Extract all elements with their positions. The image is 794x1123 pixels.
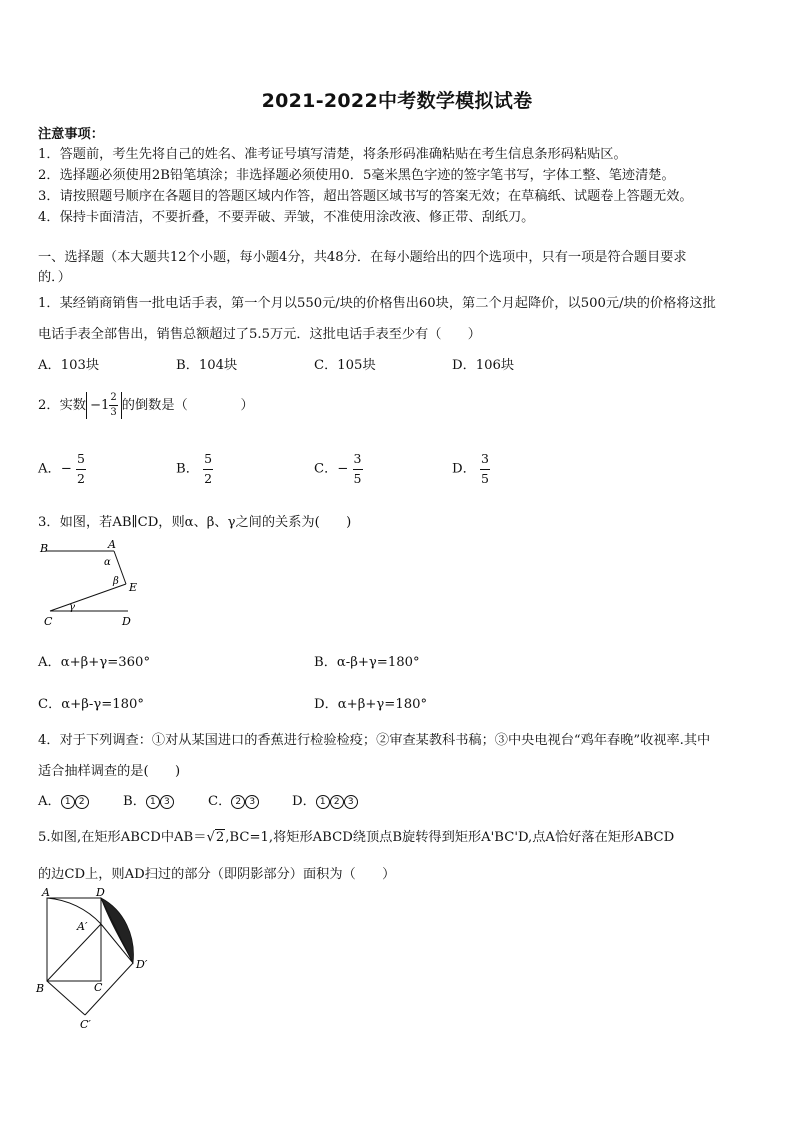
label-a: A: [42, 886, 50, 899]
q2-abs-value: −1 $\frac{2}{3}$: [86, 392, 122, 419]
label-dprime: D′: [136, 958, 148, 971]
section-heading-cont: 的．）: [38, 270, 71, 285]
q4-option-b: B． 1 3: [123, 790, 174, 809]
sqrt-expression: √2: [206, 830, 225, 845]
line-dprime-cprime: [85, 963, 133, 1015]
q2-option-d: D． $\frac{3}{5}$: [452, 451, 489, 486]
notice-item: 1．答题前，考生先将自己的姓名、准考证号填写清楚，将条形码准确粘贴在考生信息条形码粘贴区。: [38, 147, 627, 162]
q3-option-b: B．α-β+γ=180°: [314, 655, 420, 670]
label-b: B: [36, 982, 45, 995]
notice-heading: 注意事项：: [38, 127, 104, 142]
label-d: D: [122, 615, 131, 628]
q3-option-d: D．α+β+γ=180°: [314, 697, 428, 712]
q2-option-b: B． $\frac{5}{2}$: [176, 451, 213, 486]
label-cprime: C′: [80, 1018, 91, 1030]
line-cprime-b: [47, 981, 85, 1015]
q2-option-c: C．− $\frac{3}{5}$: [314, 451, 362, 486]
notice-item: 2．选择题必须使用2B铅笔填涂；非选择题必须使用0．5毫米黑色字迹的签字笔书写，字体工整、笔迹清楚。: [38, 168, 675, 183]
question-4-stem-cont: 适合抽样调查的是( ): [38, 764, 181, 779]
q3-parallel-lines-figure: [36, 538, 156, 630]
label-d: D: [96, 886, 105, 899]
question-1-stem-cont: 电话手表全部售出，销售总额超过了5.5万元．这批电话手表至少有（ ）: [38, 327, 481, 342]
label-aprime: A′: [77, 920, 88, 933]
question-3-stem: 3．如图，若AB∥CD，则α、β、γ之间的关系为( ): [38, 515, 352, 530]
line-b-aprime: [47, 924, 101, 981]
label-c: C: [94, 981, 103, 994]
question-5-stem: 5.如图,在矩形ABCD中AB＝√2,BC=1,将矩形ABCD绕顶点B旋转得到矩形A'BC'D,点A恰好落在矩形ABCD: [38, 830, 675, 845]
q1-option-b: B．104块: [176, 358, 238, 373]
page-title: 2021-2022中考数学模拟试卷: [261, 90, 533, 112]
notice-item: 3．请按照题号顺序在各题目的答题区域内作答，超出答题区域书写的答案无效；在草稿纸、试题卷上答题无效。: [38, 189, 693, 204]
q2-option-a: A．− $\frac{5}{2}$: [38, 451, 85, 486]
q2-suffix: 的倒数是（ ）: [121, 398, 254, 413]
label-beta: β: [113, 576, 119, 587]
notice-item: 4．保持卡面清洁，不要折叠，不要弄破、弄皱，不准使用涂改液、修正带、刮纸刀。: [38, 210, 535, 225]
q4-option-d: D． 1 2 3: [292, 790, 358, 809]
rectangle-abcd: [47, 898, 101, 981]
label-a: A: [108, 538, 116, 551]
question-2-stem: [38, 392, 254, 419]
question-5-stem-cont: 的边CD上，则AD扫过的部分（即阴影部分）面积为（ ）: [38, 867, 396, 882]
label-e: E: [129, 581, 138, 594]
q1-option-a: A．103块: [38, 358, 100, 373]
question-1-stem: 1．某经销商销售一批电话手表，第一个月以550元/块的价格售出60块，第二个月起降价，以500元/块的价格将这批: [38, 296, 716, 311]
arc-a-to-aprime: [47, 898, 101, 924]
q4-option-a: A． 1 2: [38, 790, 89, 809]
q1-option-d: D．106块: [452, 358, 515, 373]
label-c: C: [44, 615, 53, 628]
q3-option-a: A．α+β+γ=360°: [38, 655, 151, 670]
question-4-stem: 4．对于下列调查：①对从某国进口的香蕉进行检验检疫；②审查某教科书稿；③中央电视台“鸡年春晚”收视率.其中: [38, 733, 711, 748]
q3-option-c: C．α+β-γ=180°: [38, 697, 145, 712]
q5-rotated-rectangle-figure: [32, 884, 162, 1030]
line-ec: [50, 584, 126, 611]
q4-option-c: C． 2 3: [208, 790, 259, 809]
label-gamma: γ: [69, 602, 75, 613]
q1-option-c: C．105块: [314, 358, 376, 373]
q2-prefix: 2．实数: [38, 398, 86, 413]
q2-mixed-fraction: $\frac{2}{3}$: [110, 392, 117, 418]
label-b: B: [40, 542, 49, 555]
label-alpha: α: [104, 557, 111, 568]
section-heading: 一、选择题（本大题共12个小题，每小题4分，共48分．在每小题给出的四个选项中，只有一项是符合题目要求: [38, 250, 687, 265]
